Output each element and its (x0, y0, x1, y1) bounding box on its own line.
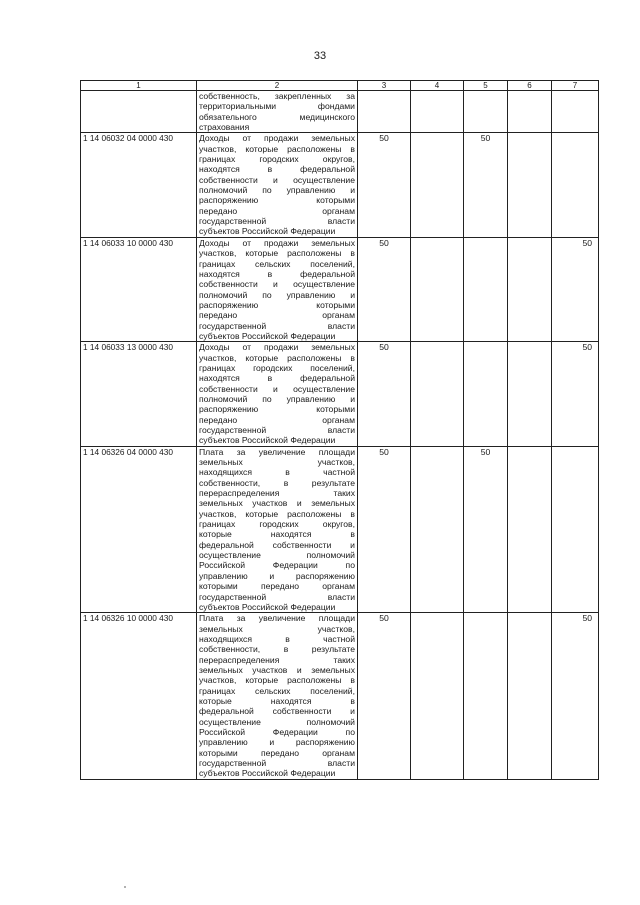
description-line: земельных участков и земельных (199, 664, 355, 675)
description-line: субъектов Российской Федерации (199, 768, 336, 779)
description-line: управлению и распоряжению (199, 737, 355, 748)
percent-cell-c6 (508, 342, 552, 446)
description-line: федеральной собственности и (199, 706, 355, 717)
percent-cell-c3: 50 (358, 133, 411, 237)
percent-cell-c4 (411, 613, 464, 780)
revenue-code-cell: 1 14 06032 04 0000 430 (81, 133, 197, 237)
revenue-code-cell: 1 14 06326 04 0000 430 (81, 446, 197, 613)
column-number-row (81, 81, 599, 91)
description-line: субъектов Российской Федерации (199, 226, 336, 237)
description-line: собственности, в результате (199, 477, 355, 488)
revenue-description-cell (197, 342, 358, 446)
percent-cell-c5: 50 (464, 133, 508, 237)
revenue-description-cell (197, 613, 358, 780)
percent-cell-c7 (552, 446, 599, 613)
column-number: 1 (81, 81, 197, 91)
description-line: Доходы от продажи земельных (199, 237, 355, 248)
description-line: осуществление полномочий (199, 550, 355, 561)
description-line: границах городских округов, (199, 154, 355, 165)
percent-cell-c7: 50 (552, 237, 599, 341)
column-number: 7 (552, 81, 599, 91)
column-number: 3 (358, 81, 411, 91)
description-line: передано органам (199, 205, 355, 216)
percent-cell-c6 (508, 91, 552, 133)
percent-cell-c5 (464, 342, 508, 446)
description-line: страхования (199, 122, 250, 133)
description-line: Доходы от продажи земельных (199, 133, 355, 144)
revenue-description-cell (197, 446, 358, 613)
description-line: Российской Федерации по (199, 560, 355, 571)
description-line: управлению и распоряжению (199, 570, 355, 581)
description-line: полномочий по управлению и (199, 185, 355, 196)
description-line: государственной власти (199, 758, 355, 768)
percent-cell-c7: 50 (552, 613, 599, 780)
revenue-distribution-table (80, 80, 599, 780)
description-line: субъектов Российской Федерации (199, 330, 336, 341)
page-number: 33 (313, 50, 327, 62)
percent-cell-c4 (411, 237, 464, 341)
description-line: государственной власти (199, 216, 355, 227)
percent-cell-c4 (411, 342, 464, 446)
description-line: полномочий по управлению и (199, 289, 355, 300)
description-line: участков, которые расположены в (199, 352, 355, 363)
table-row (81, 342, 599, 446)
table-row (81, 446, 599, 613)
description-line: находятся в федеральной (199, 268, 355, 279)
percent-cell-c5 (464, 237, 508, 341)
description-line: которыми передано органам (199, 581, 355, 592)
description-line: Плата за увеличение площади (199, 446, 355, 457)
description-line: распоряжению которыми (199, 404, 355, 415)
description-line: субъектов Российской Федерации (199, 601, 336, 612)
description-line: находятся в федеральной (199, 164, 355, 175)
description-line: границах городских округов, (199, 519, 355, 530)
description-line: участков, которые расположены в (199, 248, 355, 259)
description-line: распоряжению которыми (199, 299, 355, 310)
description-line: земельных участков и земельных (199, 498, 355, 509)
scan-speck (124, 886, 126, 888)
percent-cell-c3: 50 (358, 446, 411, 613)
revenue-description-cell (197, 237, 358, 341)
description-line: полномочий по управлению и (199, 393, 355, 404)
description-line: находящихся в частной (199, 467, 355, 478)
percent-cell-c3: 50 (358, 237, 411, 341)
revenue-description-cell (197, 91, 358, 133)
description-line: Плата за увеличение площади (199, 613, 355, 624)
revenue-description-cell (197, 133, 358, 237)
table-row (81, 133, 599, 237)
description-line: находятся в федеральной (199, 373, 355, 384)
percent-cell-c6 (508, 237, 552, 341)
description-line: собственность, закрепленных за (199, 91, 355, 101)
table-row (81, 237, 599, 341)
description-line: участков, которые расположены в (199, 675, 355, 686)
percent-cell-c5: 50 (464, 446, 508, 613)
percent-cell-c6 (508, 133, 552, 237)
description-line: федеральной собственности и (199, 539, 355, 550)
percent-cell-c7 (552, 133, 599, 237)
table-row (81, 91, 599, 133)
description-line: собственности и осуществление (199, 174, 355, 185)
description-line: участков, которые расположены в (199, 143, 355, 154)
description-line: перераспределения таких (199, 654, 355, 665)
percent-cell-c4 (411, 446, 464, 613)
description-line: субъектов Российской Федерации (199, 435, 336, 446)
description-line: земельных участков, (199, 623, 355, 634)
description-line: государственной власти (199, 425, 355, 435)
revenue-code-cell: 1 14 06326 10 0000 430 (81, 613, 197, 780)
description-line: государственной власти (199, 320, 355, 331)
description-line: государственной власти (199, 591, 355, 602)
percent-cell-c5 (464, 91, 508, 133)
percent-cell-c4 (411, 133, 464, 237)
percent-cell-c6 (508, 446, 552, 613)
percent-cell-c5 (464, 613, 508, 780)
column-number: 4 (411, 81, 464, 91)
description-line: которые находятся в (199, 529, 355, 540)
percent-cell-c6 (508, 613, 552, 780)
description-line: собственности и осуществление (199, 279, 355, 290)
description-line: границах городских поселений, (199, 362, 355, 373)
description-line: границах сельских поселений, (199, 258, 355, 269)
percent-cell-c7 (552, 91, 599, 133)
revenue-code-cell: 1 14 06033 10 0000 430 (81, 237, 197, 341)
percent-cell-c7: 50 (552, 342, 599, 446)
percent-cell-c3: 50 (358, 342, 411, 446)
description-line: распоряжению которыми (199, 195, 355, 206)
description-line: участков, которые расположены в (199, 508, 355, 519)
description-line: которыми передано органам (199, 747, 355, 758)
description-line: границах сельских поселений, (199, 685, 355, 696)
percent-cell-c3 (358, 91, 411, 133)
description-line: Доходы от продажи земельных (199, 342, 355, 353)
column-number: 2 (197, 81, 358, 91)
description-line: находящихся в частной (199, 633, 355, 644)
description-line: собственности и осуществление (199, 383, 355, 394)
description-line: собственности, в результате (199, 644, 355, 655)
description-line: которые находятся в (199, 695, 355, 706)
percent-cell-c3: 50 (358, 613, 411, 780)
description-line: передано органам (199, 310, 355, 321)
description-line: обязательного медицинского (199, 111, 355, 122)
revenue-code-cell: 1 14 06033 13 0000 430 (81, 342, 197, 446)
description-line: передано органам (199, 414, 355, 425)
column-number: 5 (464, 81, 508, 91)
percent-cell-c4 (411, 91, 464, 133)
description-line: территориальными фондами (199, 101, 355, 112)
column-number: 6 (508, 81, 552, 91)
revenue-code-cell (81, 91, 197, 133)
description-line: перераспределения таких (199, 488, 355, 499)
table-row (81, 613, 599, 780)
description-line: земельных участков, (199, 457, 355, 468)
description-line: Российской Федерации по (199, 726, 355, 737)
description-line: осуществление полномочий (199, 716, 355, 727)
